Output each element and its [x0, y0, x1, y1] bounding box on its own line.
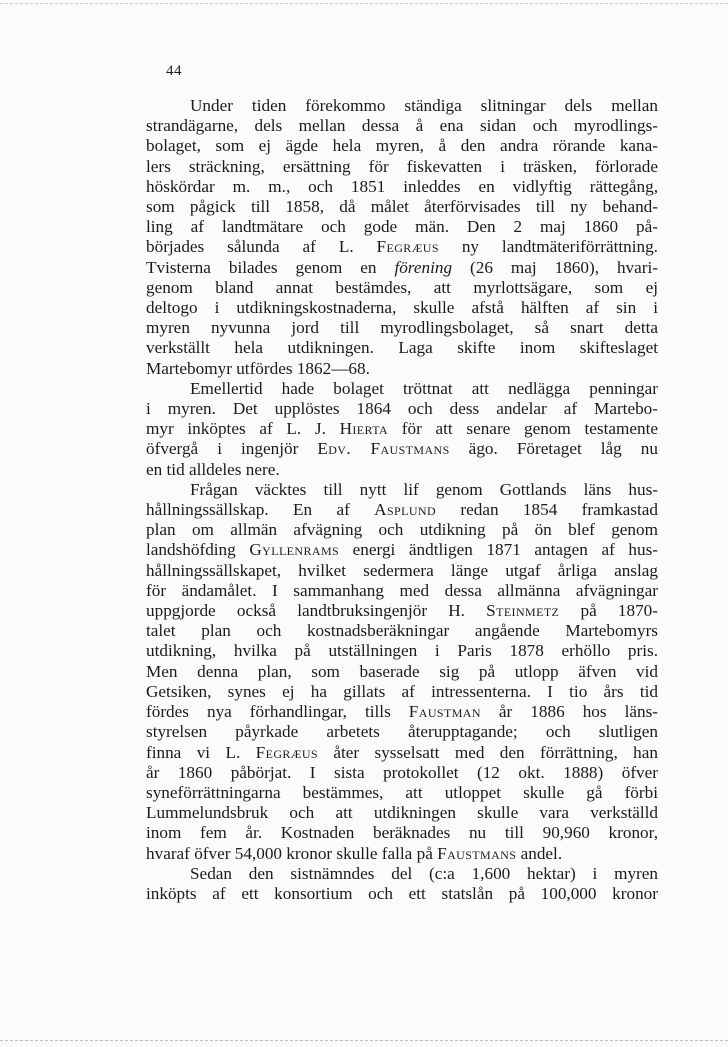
- text-line: [146, 561, 658, 581]
- text-run: ny landtmäteriförrättning.: [438, 237, 658, 257]
- text-run: som pågick till 1858, då målet återförvisades till ny behand-: [146, 197, 658, 217]
- text-run: öfvergå i ingenjör: [146, 439, 318, 459]
- text-run: genom bland annat bestämdes, att myrlottsägare, som ej: [146, 277, 658, 297]
- text-run: utdikning, hvilka på utställningen i Paris 1878 erhöllo pris.: [146, 641, 658, 661]
- text-line: [146, 641, 658, 661]
- text-line: [146, 823, 658, 843]
- text-run: Getsiken, synes ej ha gillats af intressenterna. I tio års tid: [146, 681, 658, 701]
- text-run: redan 1854 framkastad: [436, 500, 658, 520]
- text-run: åter sysselsatt med den förrättning, han: [318, 742, 658, 762]
- text-run: Emellertid hade bolaget tröttnat att nedlägga penningar: [190, 378, 658, 398]
- text-run: en tid alldeles nere.: [146, 459, 280, 479]
- text-run: Martebomyr utfördes 1862—68.: [146, 358, 370, 378]
- text-run: (26 maj 1860), hvari-: [452, 257, 659, 277]
- text-run: finna vi L.: [146, 742, 256, 762]
- text-run: plan om allmän afvägning och utdikning på ön blef genom: [146, 520, 658, 540]
- paragraph: [146, 96, 658, 379]
- text-line: [146, 237, 658, 257]
- text-line: [146, 621, 658, 641]
- name-smallcaps: Faustmans: [437, 843, 517, 863]
- paragraph: [146, 864, 658, 904]
- text-run: syneförrättningarna bestämmes, att utloppet skulle gå förbi: [146, 782, 658, 802]
- body-text: [146, 96, 658, 904]
- text-run: hvaraf öfver 54,000 kronor skulle falla på: [146, 843, 438, 863]
- text-line: [146, 399, 658, 419]
- text-line: [146, 500, 658, 520]
- text-run: uppgjorde också landtbruksingenjör H.: [146, 601, 487, 621]
- text-run: myren nyvunna jord till myrodlingsbolaget, så snart detta: [146, 318, 658, 338]
- text-run: i myren. Det upplöstes 1864 och dess andelar af Martebo-: [146, 399, 658, 419]
- text-line: [146, 540, 658, 560]
- text-line: [146, 258, 658, 278]
- text-line: [146, 136, 658, 156]
- text-line: [146, 460, 658, 480]
- text-line: [146, 864, 658, 884]
- text-run: andel.: [516, 843, 563, 863]
- text-line: [146, 197, 658, 217]
- text-run: energi ändtligen 1871 antagen af hus-: [339, 540, 658, 560]
- text-run: hållningssällskapet, hvilket sedermera länge utgaf årliga anslag: [146, 560, 658, 580]
- page-number: 44: [166, 63, 182, 79]
- name-smallcaps: Fegræus: [255, 742, 318, 762]
- scan-top-edge: [0, 3, 728, 4]
- text-line: [146, 743, 658, 763]
- text-run: höskördar m. m., och 1851 inleddes en vidlyftig rättegång,: [146, 176, 658, 196]
- text-run: lers sträckning, ersättning för fiskevatten i träsken, förlorade: [146, 156, 658, 176]
- text-line: [146, 217, 658, 237]
- text-line: [146, 803, 658, 823]
- text-line: [146, 783, 658, 803]
- text-run: Men denna plan, som baserade sig på utlopp äfven vid: [146, 661, 658, 681]
- name-smallcaps: Hierta: [339, 419, 389, 439]
- text-run: ling af landtmätare och gode män. Den 2 maj 1860 på-: [146, 217, 658, 237]
- text-line: [146, 116, 658, 136]
- text-run: styrelsen påyrkade arbetets återupptagande; och slutligen: [146, 722, 658, 742]
- text-run: för ändamålet. I sammanhang med dessa allmänna afvägningar: [146, 580, 658, 600]
- name-smallcaps: Steinmetz: [486, 601, 560, 621]
- text-run: Frågan väcktes till nytt lif genom Gottlands läns hus-: [190, 479, 658, 499]
- text-line: [146, 177, 658, 197]
- name-smallcaps: Asplund: [374, 500, 437, 520]
- text-run: Lummelundsbruk och att utdikningen skulle vara verkställd: [146, 803, 658, 823]
- text-line: [146, 682, 658, 702]
- paragraph: [146, 379, 658, 480]
- text-run: talet plan och kostnadsberäkningar angående Martebomyrs: [146, 621, 658, 641]
- text-run: verkställt hela utdikningen. Laga skifte inom skifteslaget: [146, 338, 658, 358]
- scan-bottom-edge: [0, 1040, 728, 1041]
- text-run: inköpts af ett konsortium och ett statslån på 100,000 kronor: [146, 883, 658, 903]
- text-line: [146, 298, 658, 318]
- text-line: [146, 581, 658, 601]
- text-line: [146, 702, 658, 722]
- name-smallcaps: Gyllenrams: [249, 540, 340, 560]
- text-run: år 1860 påbörjat. I sista protokollet (12 okt. 1888) öfver: [146, 762, 658, 782]
- text-line: [146, 318, 658, 338]
- text-line: [146, 844, 658, 864]
- text-line: [146, 96, 658, 116]
- emphasis-italic: förening: [394, 257, 453, 277]
- text-line: [146, 480, 658, 500]
- text-run: hållningssällskap. En af: [146, 500, 375, 520]
- text-run: på 1870-: [559, 601, 658, 621]
- text-run: deltogo i utdikningskostnaderna, skulle afstå hälften af sin i: [146, 298, 658, 318]
- text-line: [146, 278, 658, 298]
- text-run: Tvisterna bilades genom en: [146, 257, 395, 277]
- text-line: [146, 379, 658, 399]
- text-line: [146, 359, 658, 379]
- text-line: [146, 338, 658, 358]
- text-line: [146, 157, 658, 177]
- text-line: [146, 439, 658, 459]
- text-run: Under tiden förekommo ständiga slitningar dels mellan: [190, 96, 658, 115]
- paragraph: [146, 480, 658, 864]
- text-line: [146, 601, 658, 621]
- text-run: strandägarne, dels mellan dessa å ena sidan och myrodlings-: [146, 116, 658, 136]
- text-run: landshöfding: [146, 540, 250, 560]
- text-run: ägo. Företaget låg nu: [449, 439, 658, 459]
- text-line: [146, 722, 658, 742]
- text-run: år 1886 hos läns-: [480, 702, 658, 722]
- text-line: [146, 763, 658, 783]
- text-run: fördes nya förhandlingar, tills: [146, 702, 409, 722]
- text-run: inom fem år. Kostnaden beräknades nu till 90,960 kronor,: [146, 823, 658, 843]
- name-smallcaps: Faustman: [408, 702, 481, 722]
- text-run: börjades sålunda af L.: [146, 237, 377, 257]
- text-run: för att senare genom testamente: [388, 419, 658, 439]
- text-line: [146, 419, 658, 439]
- text-line: [146, 662, 658, 682]
- text-run: Sedan den sistnämndes del (c:a 1,600 hektar) i myren: [190, 863, 658, 883]
- text-run: myr inköptes af L. J.: [146, 419, 340, 439]
- text-line: [146, 520, 658, 540]
- name-smallcaps: Fegræus: [376, 237, 439, 257]
- text-run: bolaget, som ej ägde hela myren, å den andra rörande kana-: [146, 136, 658, 156]
- name-smallcaps: Edv. Faustmans: [317, 439, 450, 459]
- text-line: [146, 884, 658, 904]
